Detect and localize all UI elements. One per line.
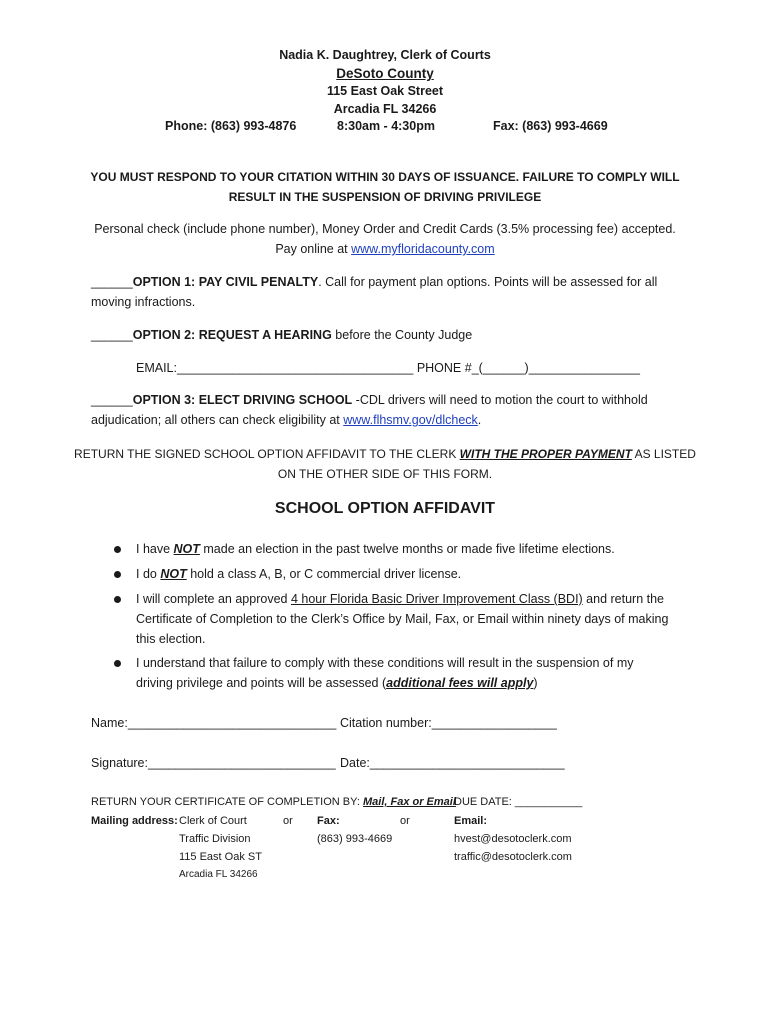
option-1-title: OPTION 1: PAY CIVIL PENALTY [132, 275, 319, 289]
option-1-text-2: moving infractions. [91, 295, 196, 309]
mailing-line-4: Arcadia FL 34266 [179, 869, 258, 880]
option-3 [91, 393, 648, 407]
return-note-suffix: AS LISTED [631, 447, 696, 461]
pay-online-line [0, 242, 770, 256]
affidavit-statement-2 [136, 567, 461, 581]
bullet-icon [114, 546, 121, 553]
signature-field[interactable]: Signature:___________________________ [91, 756, 336, 770]
statement-1-emphasis: NOT [173, 542, 200, 556]
clerk-name: Nadia K. Daughtrey, Clerk of Courts [279, 48, 491, 62]
option-3-adjudication-text: adjudication; all others can check eligibility at [91, 413, 344, 427]
dlcheck-link[interactable]: www.flhsmv.gov/dlcheck [343, 413, 478, 427]
mailing-line-1: Clerk of Court [179, 815, 247, 827]
statement-2-text-end: hold a class A, B, or C commercial driver license. [186, 567, 462, 581]
warning-line-1: YOU MUST RESPOND TO YOUR CITATION WITHIN 30 DAYS OF ISSUANCE. FAILURE TO COMPLY WILL [90, 170, 680, 184]
statement-1-text: I have [136, 542, 174, 556]
office-hours: 8:30am - 4:30pm [337, 119, 435, 133]
date-field[interactable]: Date:____________________________ [340, 756, 565, 770]
mailing-address-label: Mailing address: [91, 815, 178, 827]
citation-number-field[interactable]: Citation number:__________________ [340, 716, 557, 730]
option-1-blank[interactable]: ______ [91, 275, 133, 289]
affidavit-statement-3-line-2: Certificate of Completion to the Clerk’s Office by Mail, Fax, or Email within ninety days of making [136, 612, 669, 626]
option-3-blank[interactable]: ______ [91, 393, 133, 407]
fax-number: Fax: (863) 993-4669 [493, 119, 608, 133]
affidavit-statement-3 [136, 592, 664, 606]
bullet-icon [114, 660, 121, 667]
option-3-title: OPTION 3: ELECT DRIVING SCHOOL [132, 393, 353, 407]
option-1 [91, 275, 657, 289]
affidavit-statement-4-line-2 [136, 676, 538, 690]
warning-line-2: RESULT IN THE SUSPENSION OF DRIVING PRIVILEGE [228, 190, 542, 204]
option-2-blank[interactable]: ______ [91, 328, 133, 342]
statement-4-emphasis: additional fees will apply [386, 676, 534, 690]
statement-2-text: I do [136, 567, 161, 581]
return-note-line-2: ON THE OTHER SIDE OF THIS FORM. [277, 467, 493, 481]
statement-4-text: driving privilege and points will be assessed ( [136, 676, 387, 690]
due-date-field[interactable]: DUE DATE: ___________ [454, 796, 583, 808]
option-3-text: -CDL drivers will need to motion the court to withhold [352, 393, 648, 407]
hearing-contact-fields[interactable]: EMAIL:__________________________________ PHONE #_(______)________________ [136, 361, 640, 375]
bullet-icon [114, 571, 121, 578]
option-1-text: . Call for payment plan options. Points will be assessed for all [318, 275, 658, 289]
option-3-period: . [477, 413, 482, 427]
statement-1-text-end: made an election in the past twelve months or made five lifetime elections. [199, 542, 615, 556]
or-separator-1: or [283, 815, 293, 827]
street-address: 115 East Oak Street [326, 84, 444, 98]
return-note-emphasis: WITH THE PROPER PAYMENT [459, 447, 632, 461]
fax-label: Fax: [317, 815, 340, 827]
option-2-text: before the County Judge [331, 328, 473, 342]
return-methods: Mail, Fax or Email [362, 796, 456, 808]
payment-methods: Personal check (include phone number), Money Order and Credit Cards (3.5% processing fee) accepted. [94, 222, 676, 236]
affidavit-statement-4: I understand that failure to comply with these conditions will result in the suspension of my [136, 656, 634, 670]
return-note-line-1 [0, 447, 770, 461]
city-address: Arcadia FL 34266 [333, 102, 437, 116]
mailing-line-2: Traffic Division [179, 833, 251, 845]
pay-online-link[interactable]: www.myfloridacounty.com [351, 242, 495, 256]
return-note-prefix: RETURN THE SIGNED SCHOOL OPTION AFFIDAVIT TO THE CLERK [74, 447, 460, 461]
mailing-line-3: 115 East Oak ST [179, 851, 262, 863]
affidavit-statement-1 [136, 542, 615, 556]
name-field[interactable]: Name:______________________________ [91, 716, 337, 730]
affidavit-statement-3-line-3: this election. [136, 632, 206, 646]
statement-3-class-name: 4 hour Florida Basic Driver Improvement Class (BDI) [290, 592, 583, 606]
option-3-text-2 [91, 413, 481, 427]
return-certificate-line [91, 796, 456, 808]
or-separator-2: or [400, 815, 410, 827]
bullet-icon [114, 596, 121, 603]
footer-fax-number: (863) 993-4669 [317, 833, 393, 845]
statement-3-text: I will complete an approved [136, 592, 291, 606]
email-address-1[interactable]: hvest@desotoclerk.com [454, 833, 572, 845]
statement-2-emphasis: NOT [160, 567, 187, 581]
county-name: DeSoto County [336, 66, 434, 81]
pay-online-label: Pay online at [275, 242, 352, 256]
email-address-2[interactable]: traffic@desotoclerk.com [454, 851, 572, 863]
phone-number: Phone: (863) 993-4876 [165, 119, 297, 133]
option-2-title: OPTION 2: REQUEST A HEARING [132, 328, 332, 342]
affidavit-title: SCHOOL OPTION AFFIDAVIT [274, 500, 496, 517]
statement-3-text-end: and return the [582, 592, 665, 606]
return-certificate-label: RETURN YOUR CERTIFICATE OF COMPLETION BY: [91, 796, 363, 808]
email-label: Email: [454, 815, 488, 827]
statement-4-text-end: ) [533, 676, 538, 690]
option-2 [91, 328, 472, 342]
